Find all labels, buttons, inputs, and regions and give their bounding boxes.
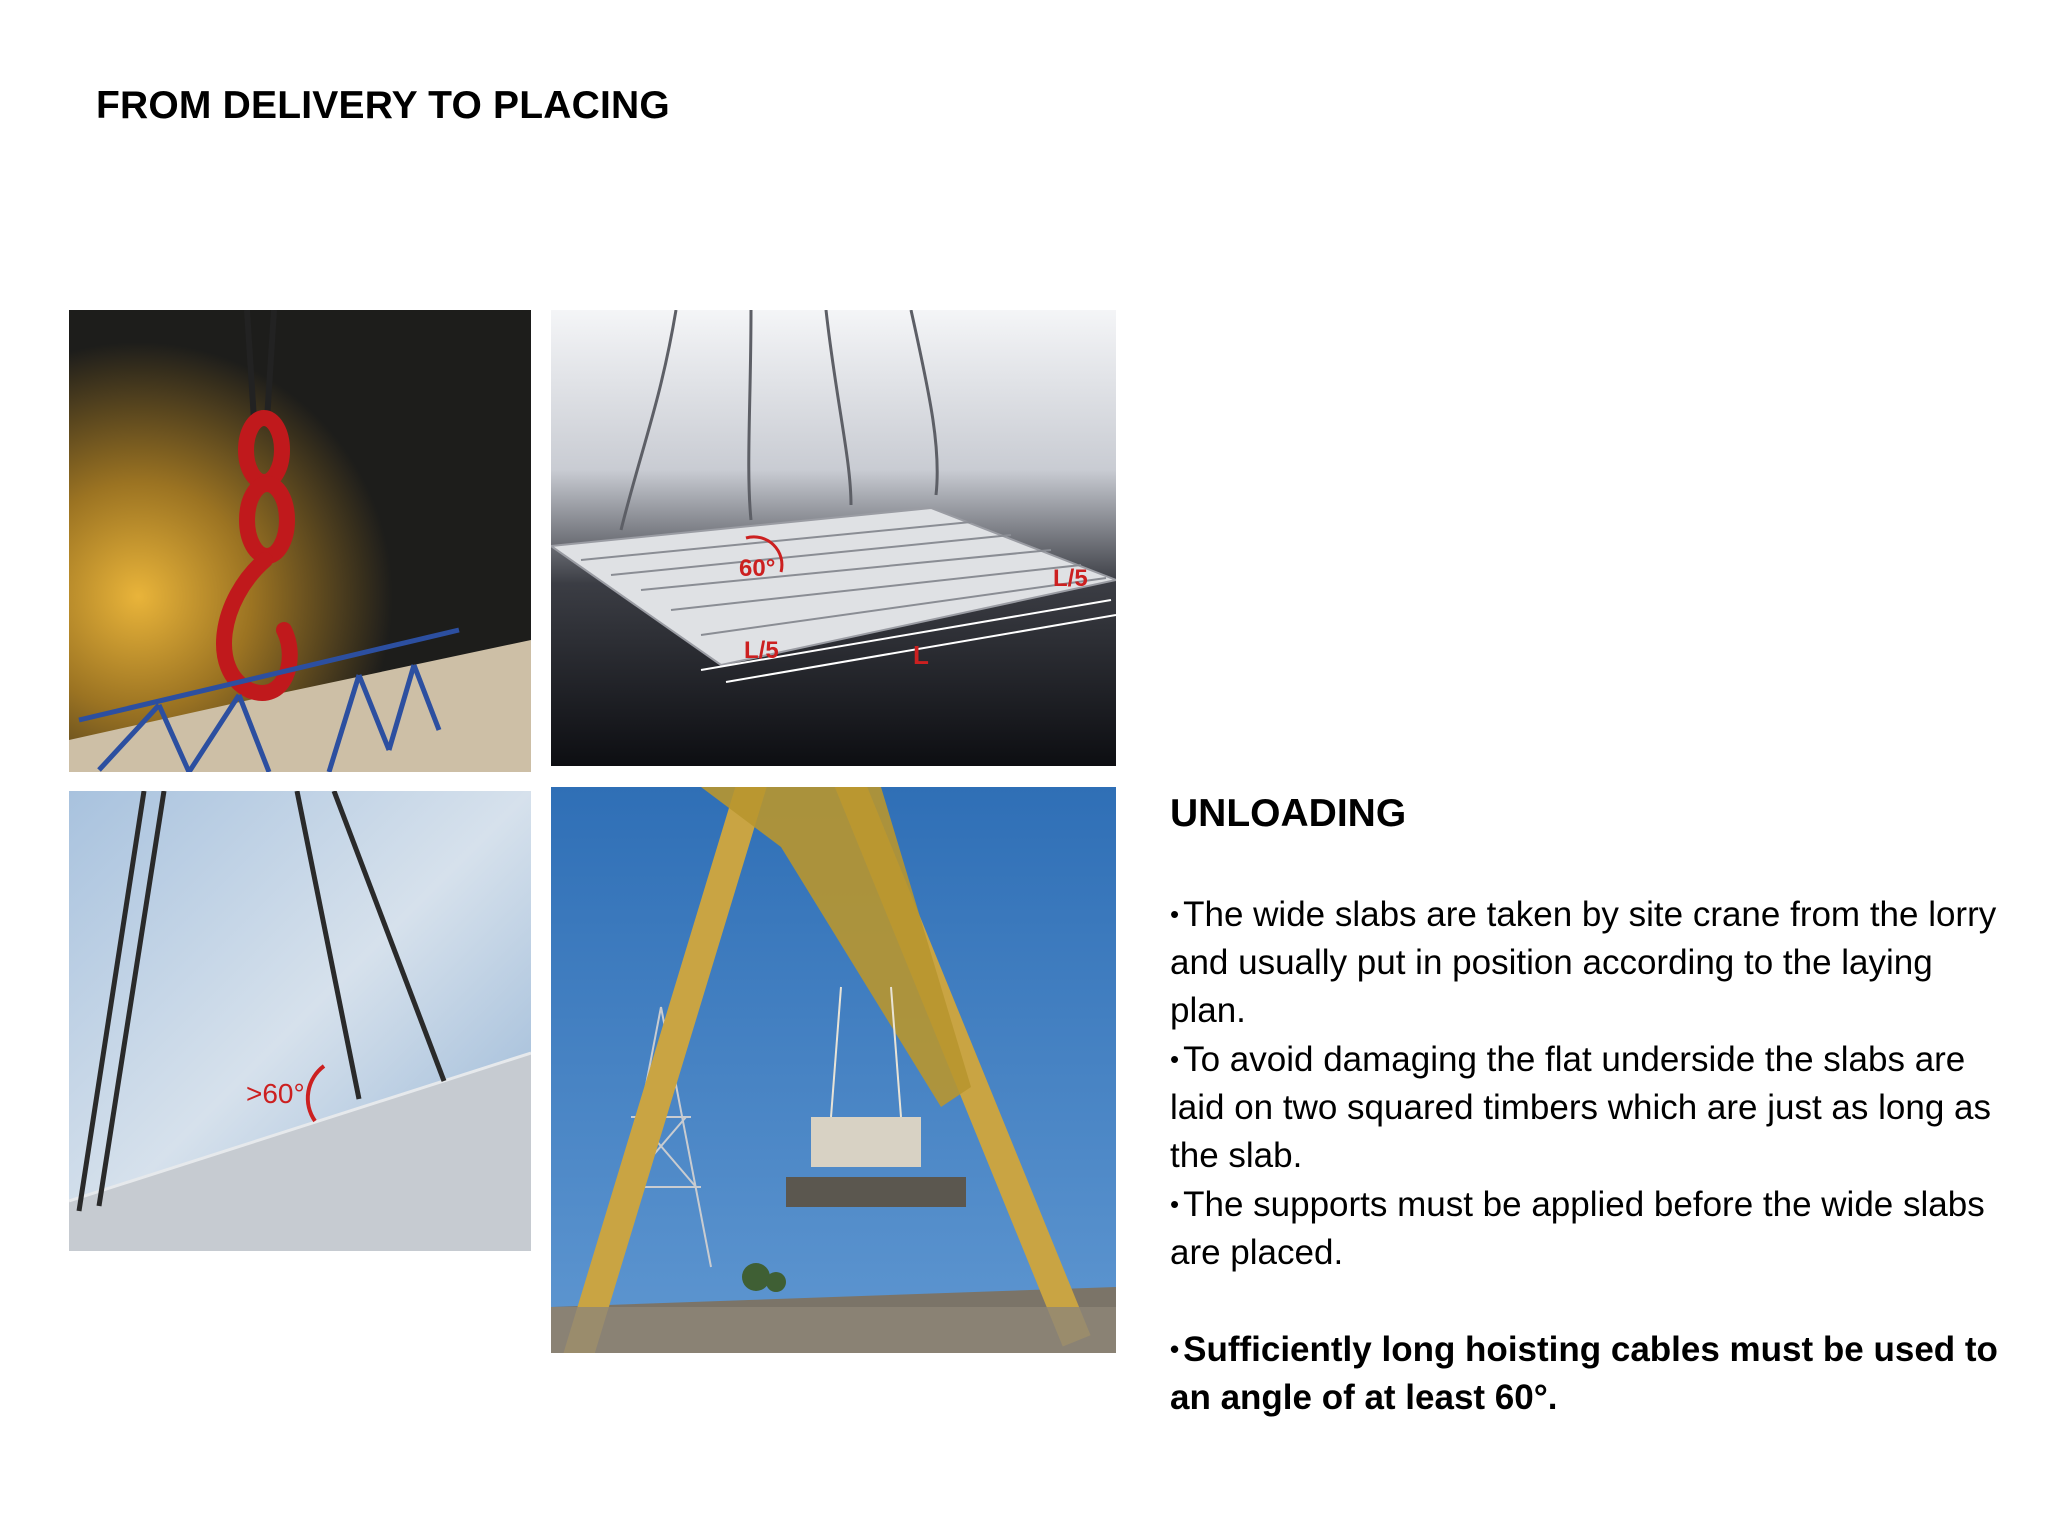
photo-cable-angle xyxy=(69,791,531,1251)
unloading-section xyxy=(1170,788,2010,1422)
section-heading: UNLOADING xyxy=(1170,792,1407,835)
angle-label-gt60: >60° xyxy=(246,1078,305,1109)
photo-slab-lifting-diagram xyxy=(551,310,1116,766)
bullet-text-emphasis: Sufficiently long hoisting cables must be used to an angle of at least 60°. xyxy=(1170,1330,1998,1417)
bullet-item-emphasis xyxy=(1170,1325,2010,1422)
photo-lifting-hook xyxy=(69,310,531,772)
bullet-text: To avoid damaging the flat underside the slabs are laid on two squared timbers which are just as long as the slab. xyxy=(1170,1040,1991,1175)
span-label-right: L/5 xyxy=(1053,565,1088,592)
bullet-dot: • xyxy=(1170,899,1180,929)
angle-label-60: 60° xyxy=(739,555,776,582)
bullet-dot: • xyxy=(1170,1189,1180,1219)
bullet-text: The wide slabs are taken by site crane from the lorry and usually put in position according to the laying plan. xyxy=(1170,895,1997,1030)
bullet-item xyxy=(1170,890,2010,1035)
bullet-dot: • xyxy=(1170,1334,1180,1364)
bullet-dot: • xyxy=(1170,1044,1180,1074)
length-label: L xyxy=(913,640,929,670)
photo-gantry-crane xyxy=(551,787,1116,1353)
span-label-left: L/5 xyxy=(744,637,779,664)
bullet-item xyxy=(1170,1035,2010,1180)
bullet-item xyxy=(1170,1180,2010,1277)
page-title: FROM DELIVERY TO PLACING xyxy=(96,84,670,127)
bullet-text: The supports must be applied before the wide slabs are placed. xyxy=(1170,1185,1985,1272)
